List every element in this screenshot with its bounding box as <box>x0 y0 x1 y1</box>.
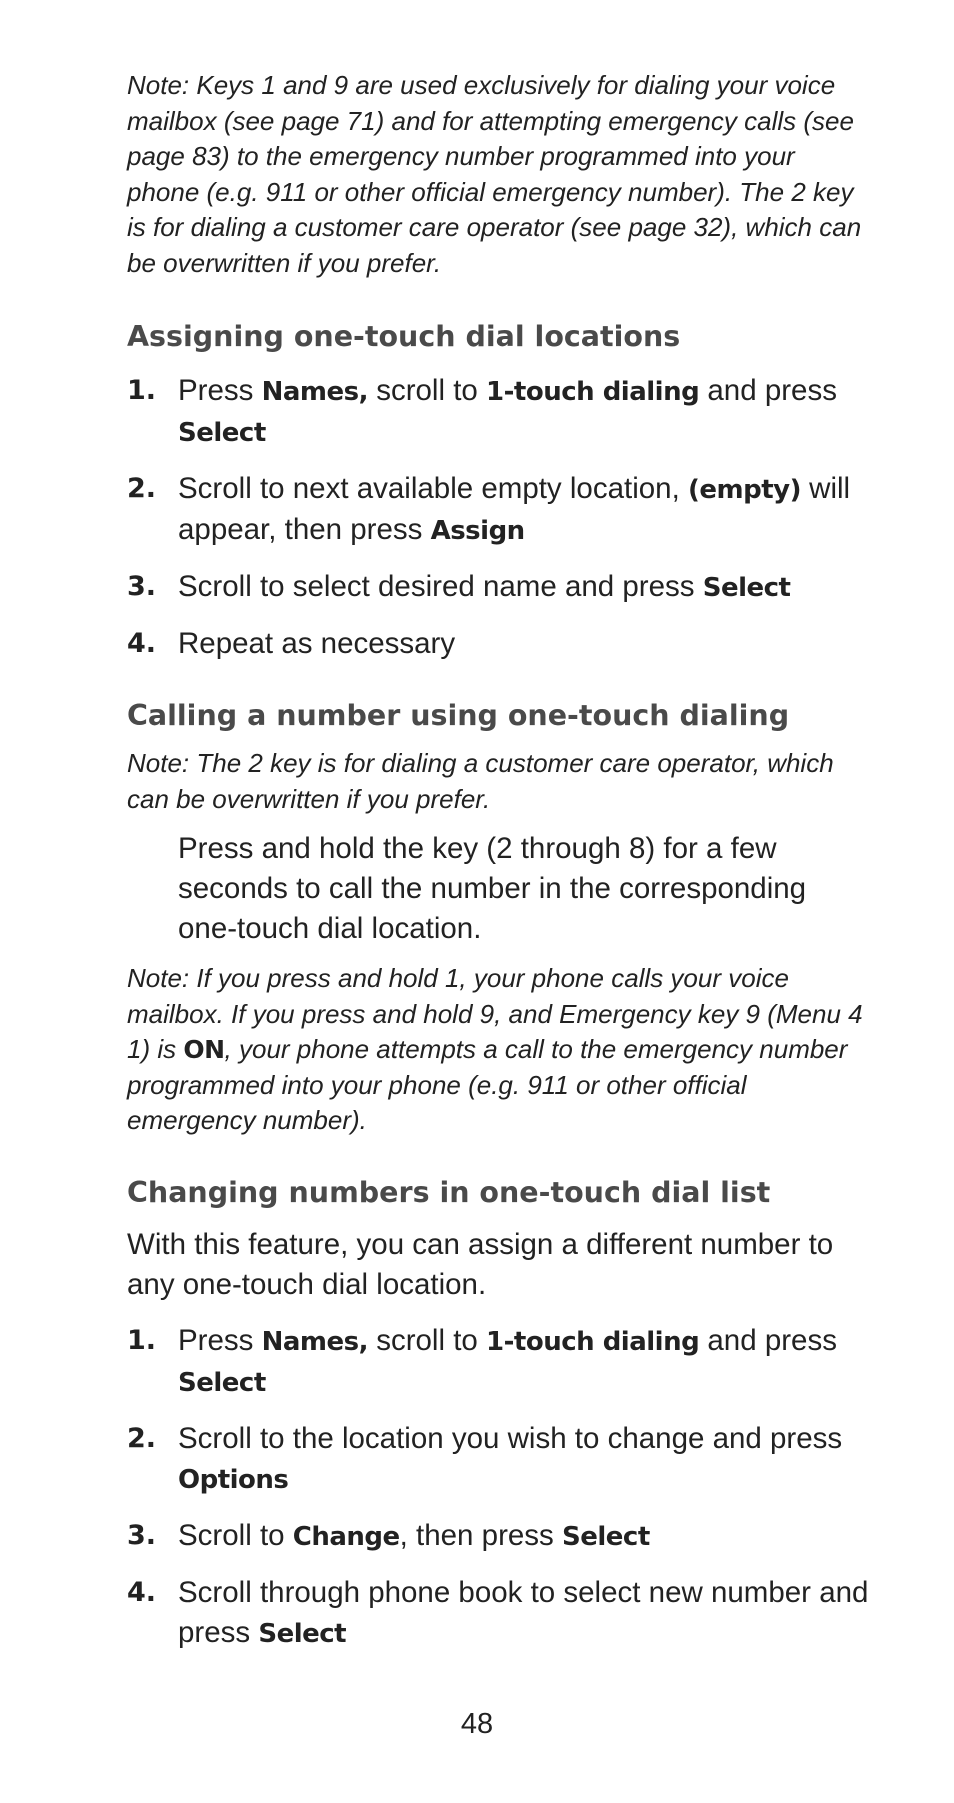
step-text-part: Repeat as necessary <box>178 627 456 660</box>
step-text-part: , then press <box>399 1518 562 1552</box>
note-text-part: , your phone attempts a call to the emergency number programmed into your phone (e.g. 911 or other official emergency number). <box>127 1034 848 1135</box>
step-text <box>178 567 872 608</box>
step-text <box>178 371 872 453</box>
step-text-part: and press <box>699 374 837 407</box>
softkey-select: Select <box>258 1618 347 1649</box>
heading-assigning: Assigning one-touch dial locations <box>127 320 681 353</box>
calling-note-2 <box>127 961 872 1139</box>
step-number: 4. <box>127 628 157 659</box>
step-text-part: Scroll to <box>178 1518 293 1552</box>
assign-steps-list <box>127 371 872 664</box>
change-step-2 <box>127 1419 872 1500</box>
step-text-part: Press <box>178 1323 262 1357</box>
step-text-part: Scroll to the location you wish to change and press <box>178 1421 843 1455</box>
menu-item-1-touch-dialing: 1-touch dialing <box>486 377 700 407</box>
step-text-part: Press <box>178 374 262 407</box>
step-text-part: scroll to <box>368 1323 487 1357</box>
step-text-part: will appear, then press <box>178 472 851 546</box>
step-text <box>178 1419 872 1500</box>
assign-step-4 <box>127 624 872 664</box>
intro-note: Note: Keys 1 and 9 are used exclusively for dialing your voice mailbox (see page 71) and for attempting emergency calls (see page 83) to the emergency number programmed into your phone (e.g. 911 or other official emergency number). The 2 key is for dialing a customer care operator (see page 32), which can be overwritten if you prefer. <box>127 70 862 278</box>
page-number: 48 <box>460 1708 494 1740</box>
softkey-select: Select <box>178 1367 266 1398</box>
softkey-assign: Assign <box>430 516 525 546</box>
step-text <box>178 1516 872 1557</box>
changing-steps-list <box>127 1321 872 1654</box>
step-number: 3. <box>127 1519 157 1551</box>
heading-calling: Calling a number using one-touch dialing <box>127 699 790 732</box>
step-number: 4. <box>127 1576 157 1608</box>
step-number: 2. <box>127 1422 157 1454</box>
softkey-select: Select <box>562 1521 650 1552</box>
assign-step-2 <box>127 469 872 551</box>
step-text <box>178 624 872 664</box>
assign-step-1 <box>127 371 872 453</box>
softkey-names: Names, <box>261 377 368 407</box>
step-number: 2. <box>127 473 157 504</box>
change-step-4 <box>127 1573 872 1654</box>
heading-changing: Changing numbers in one-touch dial list <box>127 1175 771 1209</box>
step-text-part: Scroll through phone book to select new number and press <box>178 1575 869 1649</box>
manual-page <box>127 68 872 1654</box>
change-step-3 <box>127 1516 872 1557</box>
step-number: 1. <box>127 375 157 406</box>
setting-on: ON <box>183 1035 225 1064</box>
step-number: 3. <box>127 571 157 602</box>
softkey-select: Select <box>178 418 266 448</box>
step-text <box>178 1573 872 1654</box>
display-text-empty: (empty) <box>687 475 801 505</box>
step-text <box>178 469 872 551</box>
menu-item-change: Change <box>292 1521 400 1552</box>
menu-item-1-touch-dialing: 1-touch dialing <box>486 1326 700 1357</box>
change-step-1 <box>127 1321 872 1403</box>
note-text-part: Note: If you press and hold 1, your phone calls your voice mailbox. If you press and hold 9, and Emergency key 9 (Menu 4 1) is <box>127 963 863 1064</box>
assign-step-3 <box>127 567 872 608</box>
step-text-part: Scroll to next available empty location, <box>178 472 688 505</box>
calling-note: Note: The 2 key is for dialing a customer care operator, which can be overwritten if you prefer. <box>127 748 834 814</box>
calling-instruction: Press and hold the key (2 through 8) for a few seconds to call the number in the corresponding one-touch dial location. <box>178 832 807 945</box>
softkey-options: Options <box>178 1464 289 1495</box>
step-text <box>178 1321 872 1403</box>
step-text-part: and press <box>699 1323 837 1357</box>
step-number: 1. <box>127 1324 157 1356</box>
step-text-part: Scroll to select desired name and press <box>178 570 703 603</box>
softkey-names: Names, <box>261 1326 368 1357</box>
changing-intro: With this feature, you can assign a different number to any one-touch dial location. <box>127 1227 834 1301</box>
step-text-part: scroll to <box>368 374 487 407</box>
softkey-select: Select <box>702 573 791 603</box>
